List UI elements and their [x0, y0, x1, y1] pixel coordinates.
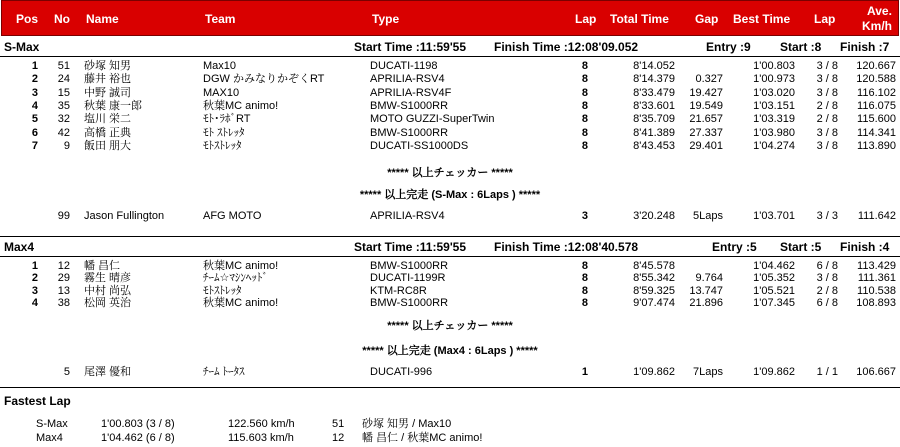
- result-ave-speed: 113.890: [857, 139, 896, 152]
- result-row: [0, 140, 900, 152]
- fastest-lap-no: 12: [332, 432, 345, 444]
- result-no: 35: [57, 99, 70, 112]
- header-no: No: [54, 12, 70, 26]
- result-no: 99: [57, 210, 70, 222]
- result-gap: 0.327: [695, 73, 723, 86]
- result-total-time: 8'35.709: [633, 113, 675, 126]
- result-laps: 8: [581, 113, 588, 126]
- result-type: APRILIA-RSV4: [370, 73, 445, 86]
- result-ave-speed: 111.642: [857, 210, 896, 222]
- header-best-lap: Lap: [814, 12, 836, 26]
- result-gap: 19.549: [689, 99, 723, 112]
- section-divider: [0, 236, 900, 237]
- result-best-time: 1'04.462: [753, 260, 795, 272]
- start-count: Start :5: [780, 240, 822, 254]
- header-pos: Pos: [16, 12, 39, 26]
- entry-count: Entry :9: [706, 40, 751, 54]
- result-total-time: 8'33.479: [633, 86, 675, 99]
- result-best-time: 1'03.980: [753, 126, 795, 139]
- result-name: 藤井 裕也: [84, 73, 132, 86]
- result-gap: 9.764: [695, 272, 723, 285]
- header-type: Type: [372, 12, 400, 26]
- result-team: ﾓﾄｽﾄﾚｯﾀ: [203, 284, 242, 297]
- result-name: 中村 尚弘: [84, 284, 132, 297]
- result-no: 12: [57, 260, 70, 272]
- result-total-time: 8'43.453: [633, 139, 675, 152]
- result-type: BMW-S1000RR: [370, 260, 449, 272]
- section-divider: [0, 387, 900, 388]
- result-best-time: 1'05.352: [753, 272, 795, 285]
- result-gap: 29.401: [689, 139, 723, 152]
- fastest-lap-row: [0, 418, 900, 430]
- result-team: ﾓﾄｽﾄﾚｯﾀ: [203, 139, 242, 152]
- result-laps: 8: [581, 296, 588, 309]
- result-type: BMW-S1000RR: [370, 296, 449, 309]
- result-no: 42: [57, 126, 70, 139]
- result-name: 幡 昌仁: [84, 260, 121, 272]
- result-ave-speed: 111.361: [857, 272, 896, 285]
- result-team: 秋葉MC animo!: [203, 260, 279, 272]
- result-no: 9: [63, 139, 70, 152]
- result-row: [0, 366, 900, 378]
- result-row: [0, 260, 900, 272]
- result-type: MOTO GUZZI-SuperTwin: [370, 113, 495, 126]
- fastest-lap-time: 1'00.803 (3 / 8): [101, 418, 175, 430]
- result-laps: 8: [581, 86, 588, 99]
- result-laps: 8: [581, 60, 588, 72]
- fastest-lap-speed: 122.560 km/h: [228, 418, 295, 430]
- result-ave-speed: 114.341: [857, 126, 896, 139]
- result-best-time: 1'09.862: [753, 366, 795, 378]
- result-best-lap: 6 / 8: [816, 296, 838, 309]
- result-best-lap: 2 / 8: [816, 99, 838, 112]
- fastest-lap-title: Fastest Lap: [4, 394, 71, 408]
- result-row: [0, 73, 900, 85]
- result-team: DGW かみなりかぞくRT: [203, 73, 325, 86]
- result-row: [0, 113, 900, 125]
- result-ave-speed: 116.075: [857, 99, 896, 112]
- fastest-lap-speed: 115.603 km/h: [228, 432, 294, 444]
- result-laps: 8: [581, 272, 588, 285]
- result-type: APRILIA-RSV4: [370, 210, 445, 222]
- result-best-lap: 2 / 8: [816, 284, 838, 297]
- result-pos: 1: [31, 260, 38, 272]
- result-best-time: 1'05.521: [753, 284, 795, 297]
- result-team: 秋葉MC animo!: [203, 296, 279, 309]
- result-team: AFG MOTO: [203, 210, 262, 222]
- result-total-time: 3'20.248: [633, 210, 675, 222]
- result-total-time: 8'14.052: [633, 60, 675, 72]
- result-type: BMW-S1000RR: [370, 99, 449, 112]
- result-gap: 21.657: [689, 113, 723, 126]
- fastest-lap-rider: 砂塚 知男 / Max10: [362, 418, 452, 430]
- checker-line: ***** 以上チェッカー *****: [387, 320, 513, 332]
- result-best-time: 1'03.319: [753, 113, 795, 126]
- result-team: ﾁｰﾑ ﾄｰﾀｽ: [203, 366, 245, 378]
- fastest-lap-time: 1'04.462 (6 / 8): [101, 432, 175, 444]
- result-best-lap: 6 / 8: [816, 260, 838, 272]
- result-name: 松岡 英治: [84, 296, 132, 309]
- completion-line: ***** 以上完走 (S-Max : 6Laps ) *****: [359, 189, 541, 201]
- result-name: 飯田 朋大: [84, 139, 132, 152]
- result-pos: 3: [31, 86, 38, 99]
- result-gap: 27.337: [689, 126, 723, 139]
- result-team: ﾓﾄ･ﾗﾎﾞRT: [203, 113, 251, 126]
- result-name: 砂塚 知男: [84, 60, 132, 72]
- result-best-time: 1'07.345: [753, 296, 795, 309]
- entry-count: Entry :5: [712, 240, 757, 254]
- result-best-time: 1'03.020: [753, 86, 795, 99]
- result-team: 秋葉MC animo!: [203, 99, 279, 112]
- result-best-time: 1'03.701: [753, 210, 795, 222]
- result-name: 霧生 晴彦: [84, 272, 132, 285]
- header-ave-line2: Km/h: [862, 19, 892, 33]
- result-best-lap: 1 / 1: [816, 366, 838, 378]
- result-ave-speed: 106.667: [856, 366, 896, 378]
- class-name: S-Max: [4, 40, 40, 54]
- result-row: [0, 100, 900, 112]
- class-header-max4: [0, 240, 900, 254]
- result-ave-speed: 120.667: [856, 60, 896, 72]
- result-total-time: 8'14.379: [633, 73, 675, 86]
- fastest-lap-row: [0, 432, 900, 444]
- header-lap: Lap: [575, 12, 597, 26]
- header-gap: Gap: [695, 12, 719, 26]
- result-ave-speed: 108.893: [856, 296, 896, 309]
- result-ave-speed: 120.588: [856, 73, 896, 86]
- result-best-lap: 3 / 8: [816, 139, 838, 152]
- result-row: [0, 60, 900, 72]
- start-time: Start Time :11:59'55: [354, 40, 467, 54]
- result-pos: 7: [31, 139, 38, 152]
- result-laps: 3: [581, 210, 588, 222]
- result-laps: 8: [581, 99, 588, 112]
- fastest-lap-class: S-Max: [36, 418, 68, 430]
- result-gap: 7Laps: [693, 366, 723, 378]
- result-best-lap: 2 / 8: [816, 113, 838, 126]
- result-best-lap: 3 / 8: [816, 73, 838, 86]
- result-type: KTM-RC8R: [370, 284, 427, 297]
- fastest-lap-no: 51: [332, 418, 345, 430]
- fastest-lap-class: Max4: [36, 432, 63, 444]
- result-total-time: 8'33.601: [633, 99, 675, 112]
- result-no: 24: [57, 73, 70, 86]
- result-total-time: 8'45.578: [633, 260, 675, 272]
- result-gap: 21.896: [689, 296, 723, 309]
- result-type: DUCATI-1199R: [370, 272, 446, 285]
- result-best-time: 1'03.151: [753, 99, 795, 112]
- finish-time: Finish Time :12:08'40.578: [494, 240, 639, 254]
- result-team: Max10: [203, 60, 237, 72]
- result-no: 15: [57, 86, 70, 99]
- result-pos: 1: [31, 60, 38, 72]
- result-team: ﾓﾄ ｽﾄﾚｯﾀ: [203, 126, 245, 139]
- fastest-lap-rider: 幡 昌仁 / 秋葉MC animo!: [362, 432, 483, 444]
- result-type: BMW-S1000RR: [370, 126, 449, 139]
- class-name: Max4: [4, 240, 35, 254]
- result-name: Jason Fullington: [84, 210, 165, 222]
- result-laps: 1: [581, 366, 588, 378]
- result-type: DUCATI-SS1000DS: [370, 139, 469, 152]
- result-total-time: 8'59.325: [633, 284, 675, 297]
- divider: [0, 256, 900, 257]
- result-name: 尾澤 優和: [84, 366, 132, 378]
- result-name: 中野 誠司: [84, 86, 132, 99]
- result-laps: 8: [581, 139, 588, 152]
- result-pos: 6: [31, 126, 38, 139]
- result-name: 高橋 正典: [84, 126, 132, 139]
- result-team: ﾁｰﾑ☆ﾏｼﾝﾍｯﾄﾞ: [203, 272, 268, 285]
- result-total-time: 1'09.862: [633, 366, 675, 378]
- result-laps: 8: [581, 260, 588, 272]
- result-row: [0, 87, 900, 99]
- finish-count: Finish :4: [840, 240, 890, 254]
- result-ave-speed: 115.600: [857, 113, 896, 126]
- header-total-time: Total Time: [610, 12, 669, 26]
- result-pos: 3: [31, 284, 38, 297]
- divider: [0, 56, 900, 57]
- result-name: 塩川 栄二: [84, 113, 132, 126]
- result-total-time: 8'55.342: [633, 272, 675, 285]
- result-ave-speed: 116.102: [857, 86, 896, 99]
- result-best-lap: 3 / 8: [816, 272, 838, 285]
- result-type: DUCATI-1198: [370, 60, 438, 72]
- result-gap: 13.747: [689, 284, 723, 297]
- header-best-time: Best Time: [733, 12, 791, 26]
- result-row: [0, 210, 900, 222]
- result-row: [0, 127, 900, 139]
- result-best-time: 1'04.274: [753, 139, 795, 152]
- result-best-time: 1'00.803: [753, 60, 795, 72]
- header-name: Name: [86, 12, 119, 26]
- result-no: 13: [57, 284, 70, 297]
- result-pos: 2: [31, 73, 38, 86]
- result-best-lap: 3 / 3: [816, 210, 838, 222]
- result-row: [0, 272, 900, 284]
- class-header-s-max: [0, 40, 900, 54]
- result-best-lap: 3 / 8: [816, 86, 838, 99]
- result-no: 32: [57, 113, 70, 126]
- header-ave-line1: Ave.: [867, 4, 892, 18]
- start-count: Start :8: [780, 40, 822, 54]
- result-ave-speed: 113.429: [857, 260, 896, 272]
- finish-time: Finish Time :12:08'09.052: [494, 40, 639, 54]
- result-laps: 8: [581, 73, 588, 86]
- result-row: [0, 285, 900, 297]
- result-best-lap: 3 / 8: [816, 126, 838, 139]
- finish-count: Finish :7: [840, 40, 890, 54]
- result-laps: 8: [581, 284, 588, 297]
- result-team: MAX10: [203, 86, 240, 99]
- result-best-lap: 3 / 8: [816, 60, 838, 72]
- result-best-time: 1'00.973: [753, 73, 795, 86]
- result-total-time: 8'41.389: [633, 126, 675, 139]
- result-row: [0, 297, 900, 309]
- result-total-time: 9'07.474: [633, 296, 675, 309]
- header-team: Team: [205, 12, 236, 26]
- result-type: DUCATI-996: [370, 366, 433, 378]
- result-pos: 2: [31, 272, 38, 285]
- result-gap: 5Laps: [693, 210, 723, 222]
- checker-line: ***** 以上チェッカー *****: [387, 167, 513, 179]
- result-pos: 4: [31, 99, 38, 112]
- result-pos: 5: [31, 113, 38, 126]
- result-pos: 4: [31, 296, 38, 309]
- result-no: 51: [57, 60, 70, 72]
- result-no: 5: [63, 366, 70, 378]
- result-type: APRILIA-RSV4F: [370, 86, 452, 99]
- result-name: 秋葉 康一郎: [84, 99, 143, 112]
- start-time: Start Time :11:59'55: [354, 240, 467, 254]
- result-gap: 19.427: [689, 86, 723, 99]
- result-ave-speed: 110.538: [857, 284, 896, 297]
- result-no: 29: [57, 272, 70, 285]
- completion-line: ***** 以上完走 (Max4 : 6Laps ) *****: [362, 345, 538, 357]
- results-table-header: [1, 0, 899, 36]
- result-laps: 8: [581, 126, 588, 139]
- result-no: 38: [57, 296, 70, 309]
